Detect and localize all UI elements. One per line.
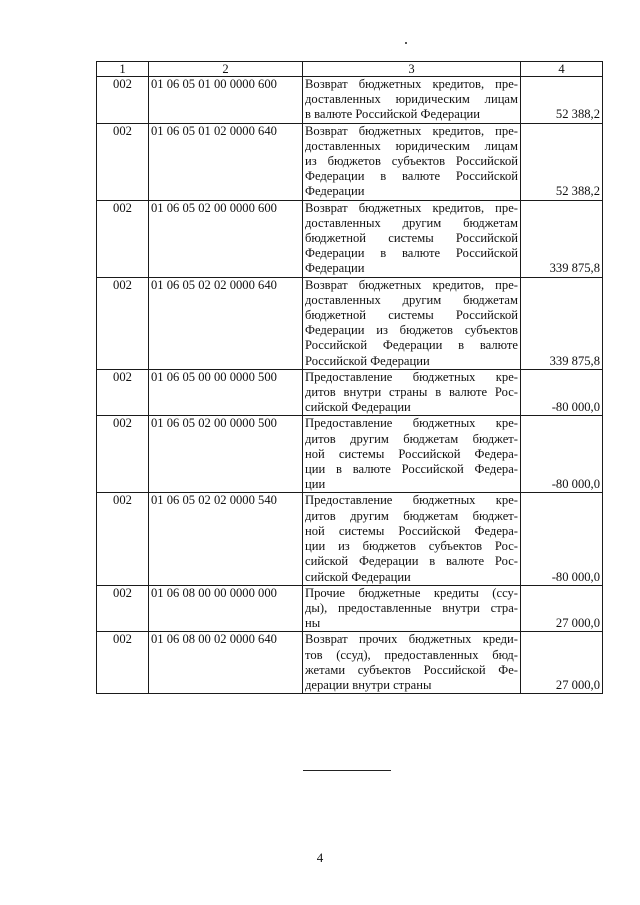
table-row bbox=[97, 493, 603, 585]
budget-classification-code-cell: 01 06 05 02 02 0000 540 bbox=[149, 493, 303, 585]
admin-code-cell: 002 bbox=[97, 585, 149, 632]
budget-classification-code-cell: 01 06 05 01 02 0000 640 bbox=[149, 123, 303, 200]
amount-cell: 52 388,2 bbox=[521, 123, 603, 200]
description-line: Возврат прочих бюджетных креди- bbox=[305, 632, 518, 647]
amount-cell: 339 875,8 bbox=[521, 200, 603, 277]
table-row bbox=[97, 416, 603, 493]
description-line: жетами субъектов Российской Фе- bbox=[305, 662, 518, 677]
table-row bbox=[97, 585, 603, 632]
amount-cell: 339 875,8 bbox=[521, 277, 603, 369]
description-line: доставленных другим бюджетам bbox=[305, 215, 518, 230]
description-line: Возврат бюджетных кредитов, пре- bbox=[305, 77, 518, 91]
description-line: сийской Федерации bbox=[305, 400, 411, 415]
table-row bbox=[97, 77, 603, 124]
description-line: Федерации bbox=[305, 184, 365, 199]
table-row bbox=[97, 632, 603, 694]
table-row bbox=[97, 200, 603, 277]
description-line: сийской Федерации bbox=[305, 569, 411, 584]
admin-code-cell: 002 bbox=[97, 277, 149, 369]
description-line: доставленных другим бюджетам bbox=[305, 292, 518, 307]
description-line: ды), предоставленные внутри стра- bbox=[305, 600, 518, 615]
admin-code-cell: 002 bbox=[97, 632, 149, 694]
description-line: Федерации из бюджетов субъектов bbox=[305, 323, 518, 338]
column-header-3: 3 bbox=[303, 62, 521, 77]
table-row bbox=[97, 369, 603, 416]
page-number: 4 bbox=[316, 850, 324, 865]
description-line: дитов внутри страны в валюте Рос- bbox=[305, 385, 518, 400]
description-line: доставленных юридическим лицам bbox=[305, 138, 518, 153]
budget-classification-code-cell: 01 06 05 01 00 0000 600 bbox=[149, 77, 303, 124]
description-line: Прочие бюджетные кредиты (ссу- bbox=[305, 585, 518, 600]
description-line: бюджетной системы Российской bbox=[305, 231, 518, 246]
description-cell bbox=[303, 585, 521, 632]
description-line: дитов другим бюджетам бюджет- bbox=[305, 508, 518, 523]
description-cell bbox=[303, 277, 521, 369]
admin-code-cell: 002 bbox=[97, 493, 149, 585]
description-line: бюджетной системы Российской bbox=[305, 308, 518, 323]
description-line: Российской Федерации bbox=[305, 353, 430, 368]
description-line: Предоставление бюджетных кре- bbox=[305, 493, 518, 508]
budget-classification-code-cell: 01 06 05 02 00 0000 600 bbox=[149, 200, 303, 277]
budget-sources-table bbox=[96, 61, 603, 694]
description-line: дерации внутри страны bbox=[305, 677, 432, 692]
description-line: ной системы Российской Федера- bbox=[305, 446, 518, 461]
column-header-4: 4 bbox=[521, 62, 603, 77]
description-line: тов (ссуд), предоставленных бюд- bbox=[305, 647, 518, 662]
scan-speck bbox=[405, 42, 407, 44]
table-row bbox=[97, 123, 603, 200]
footnote-rule bbox=[303, 770, 391, 771]
description-cell bbox=[303, 493, 521, 585]
description-line: ции из бюджетов субъектов Рос- bbox=[305, 539, 518, 554]
description-line: в валюте Российской Федерации bbox=[305, 107, 481, 122]
description-line: Предоставление бюджетных кре- bbox=[305, 416, 518, 431]
description-line: Федерации в валюте Российской bbox=[305, 246, 518, 261]
column-header-2: 2 bbox=[149, 62, 303, 77]
description-line: Возврат бюджетных кредитов, пре- bbox=[305, 123, 518, 138]
description-line: ции в валюте Российской Федера- bbox=[305, 462, 518, 477]
amount-cell: -80 000,0 bbox=[521, 493, 603, 585]
amount-cell: -80 000,0 bbox=[521, 369, 603, 416]
description-cell bbox=[303, 416, 521, 493]
admin-code-cell: 002 bbox=[97, 123, 149, 200]
budget-classification-code-cell: 01 06 05 02 02 0000 640 bbox=[149, 277, 303, 369]
amount-cell: 27 000,0 bbox=[521, 632, 603, 694]
admin-code-cell: 002 bbox=[97, 369, 149, 416]
description-line: Российской Федерации в валюте bbox=[305, 338, 518, 353]
column-header-1: 1 bbox=[97, 62, 149, 77]
description-line: ции bbox=[305, 477, 326, 492]
description-cell bbox=[303, 632, 521, 694]
amount-cell: 27 000,0 bbox=[521, 585, 603, 632]
admin-code-cell: 002 bbox=[97, 416, 149, 493]
table-header-row bbox=[97, 62, 603, 77]
description-line: ной системы Российской Федера- bbox=[305, 523, 518, 538]
budget-classification-code-cell: 01 06 05 00 00 0000 500 bbox=[149, 369, 303, 416]
table-row bbox=[97, 277, 603, 369]
description-line: Возврат бюджетных кредитов, пре- bbox=[305, 277, 518, 292]
description-line: Предоставление бюджетных кре- bbox=[305, 369, 518, 384]
budget-classification-code-cell: 01 06 08 00 00 0000 000 bbox=[149, 585, 303, 632]
budget-classification-code-cell: 01 06 08 00 02 0000 640 bbox=[149, 632, 303, 694]
description-line: дитов другим бюджетам бюджет- bbox=[305, 431, 518, 446]
description-line: сийской Федерации в валюте Рос- bbox=[305, 554, 518, 569]
description-cell bbox=[303, 77, 521, 124]
description-line: доставленных юридическим лицам bbox=[305, 92, 518, 107]
admin-code-cell: 002 bbox=[97, 200, 149, 277]
budget-classification-code-cell: 01 06 05 02 00 0000 500 bbox=[149, 416, 303, 493]
amount-cell: 52 388,2 bbox=[521, 77, 603, 124]
description-cell bbox=[303, 123, 521, 200]
description-line: Федерации в валюте Российской bbox=[305, 169, 518, 184]
description-line: ны bbox=[305, 616, 321, 631]
description-line: из бюджетов субъектов Российской bbox=[305, 154, 518, 169]
description-line: Федерации bbox=[305, 261, 365, 276]
description-cell bbox=[303, 200, 521, 277]
amount-cell: -80 000,0 bbox=[521, 416, 603, 493]
description-line: Возврат бюджетных кредитов, пре- bbox=[305, 200, 518, 215]
description-cell bbox=[303, 369, 521, 416]
admin-code-cell: 002 bbox=[97, 77, 149, 124]
